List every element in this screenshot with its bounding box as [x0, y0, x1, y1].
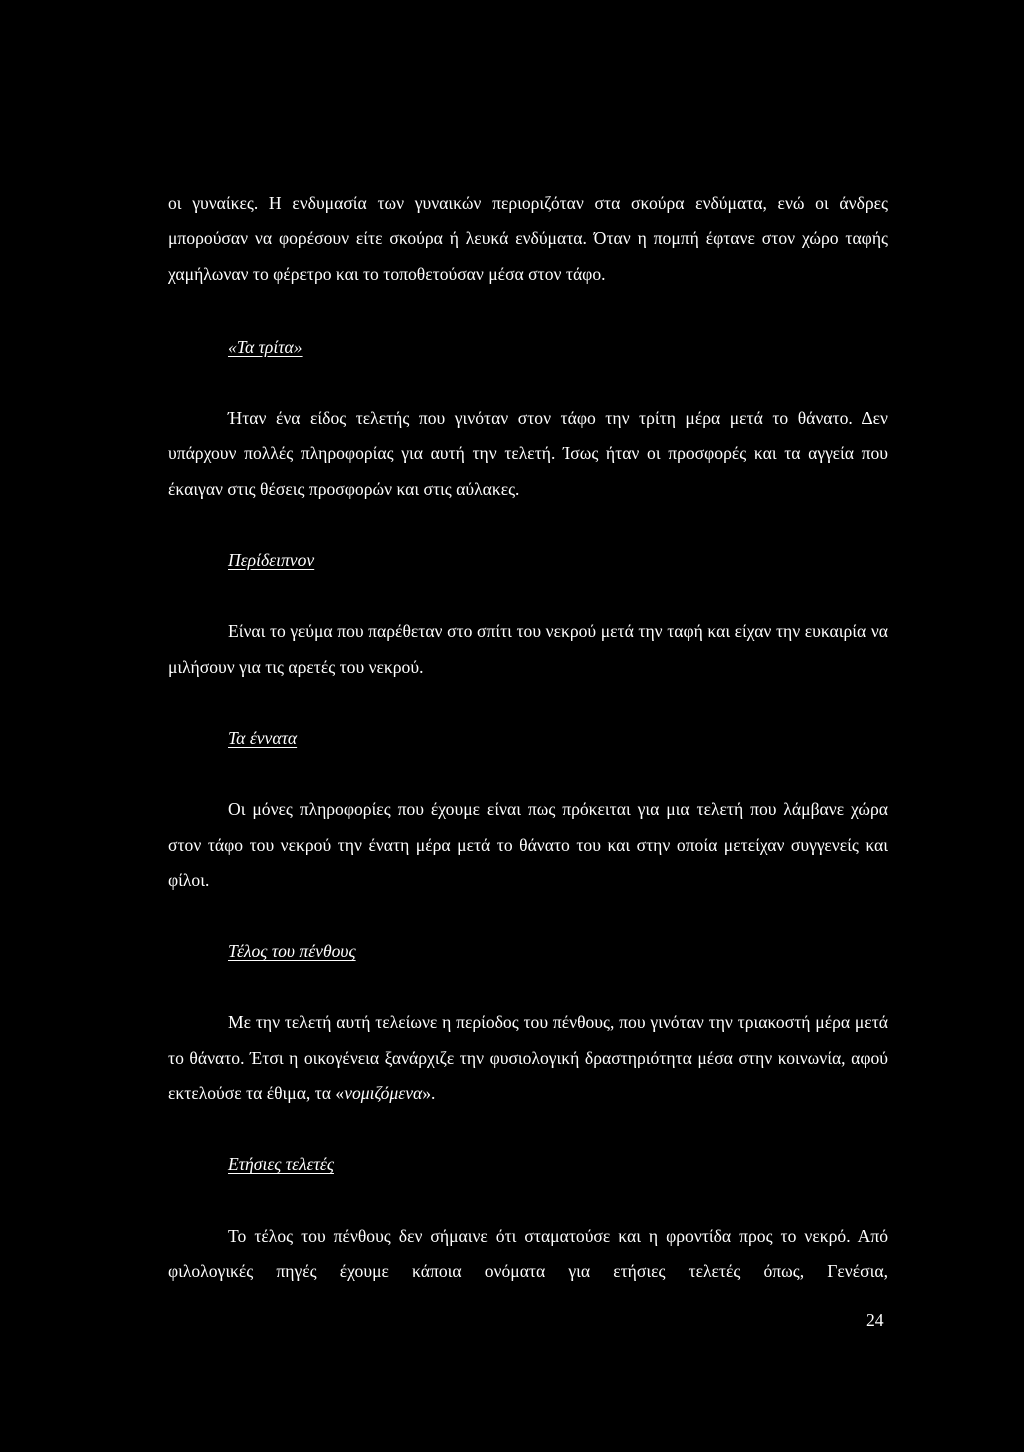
page-body — [168, 186, 888, 1289]
emphasized-term: νομιζόμενα — [344, 1083, 423, 1104]
section-paragraph-ta-trita: Ήταν ένα είδος τελετής που γινόταν στον τάφο την τρίτη μέρα μετά το θάνατο. Δεν υπάρχουν πολλές πληροφορίας για αυτή την τελετή. Ίσως ήταν οι προσφορές και τα αγγεία που έκαιγαν στις θέσεις προσφορών και στις αύλακες. — [168, 408, 888, 499]
intro-paragraph: οι γυναίκες. Η ενδυμασία των γυναικών περιοριζόταν στα σκούρα ενδύματα, ενώ οι άνδρες μπορούσαν να φορέσουν είτε σκούρα ή λευκά ενδύματα. Όταν η πομπή έφτανε στον χώρο ταφής χαμήλωναν το φέρετρο και το τοποθετούσαν μέσα στον τάφο. — [168, 193, 888, 284]
spacer — [168, 969, 888, 1005]
spacer — [168, 756, 888, 792]
section-paragraph-etisies-teletes: Το τέλος του πένθους δεν σήμαινε ότι σταματούσε και η φροντίδα προς το νεκρό. Από φιλολογικές πηγές έχουμε κάποια ονόματα για ετήσιες τελετές όπως, Γενέσια, — [168, 1225, 888, 1281]
spacer — [168, 507, 888, 543]
spacer — [168, 578, 888, 614]
page-number: 24 — [866, 1310, 884, 1330]
section-heading-etisies-teletes: Ετήσιες τελετές — [228, 1154, 334, 1175]
spacer — [168, 685, 888, 721]
spacer — [168, 1183, 888, 1219]
section-paragraph-ta-ennata: Οι μόνες πληροφορίες που έχουμε είναι πως πρόκειται για μια τελετή που λάμβανε χώρα στον τάφο του νεκρού την ένατη μέρα μετά το θάνατο του και στην οποία μετείχαν συγγενείς και φίλοι. — [168, 799, 888, 890]
section-heading-ta-trita: «Τα τρίτα» — [228, 336, 303, 357]
section-heading-telos-penthous: Τέλος του πένθους — [228, 941, 356, 962]
section-paragraph-telos-penthous — [168, 1005, 888, 1111]
section-heading-perideipnon: Περίδειπνον — [228, 550, 315, 571]
spacer — [168, 365, 888, 401]
spacer — [168, 292, 888, 330]
spacer — [168, 898, 888, 934]
spacer — [168, 1111, 888, 1147]
section-heading-ta-ennata: Τα έννατα — [228, 727, 298, 748]
paragraph-text: ». — [422, 1083, 436, 1104]
section-paragraph-perideipnon: Είναι το γεύμα που παρέθεταν στο σπίτι του νεκρού μετά την ταφή και είχαν την ευκαιρία να μιλήσουν για τις αρετές του νεκρού. — [168, 621, 888, 677]
paragraph-text: Με την τελετή αυτή τελείωνε η περίοδος του πένθους, που γινόταν την τριακοστή μέρα μετά το θάνατο. Έτσι η οικογένεια ξανάρχιζε την φυσιολογική δραστηριότητα μέσα στην κοινωνία, αφού εκτελούσε τα έθιμα, τα « — [168, 1012, 888, 1104]
